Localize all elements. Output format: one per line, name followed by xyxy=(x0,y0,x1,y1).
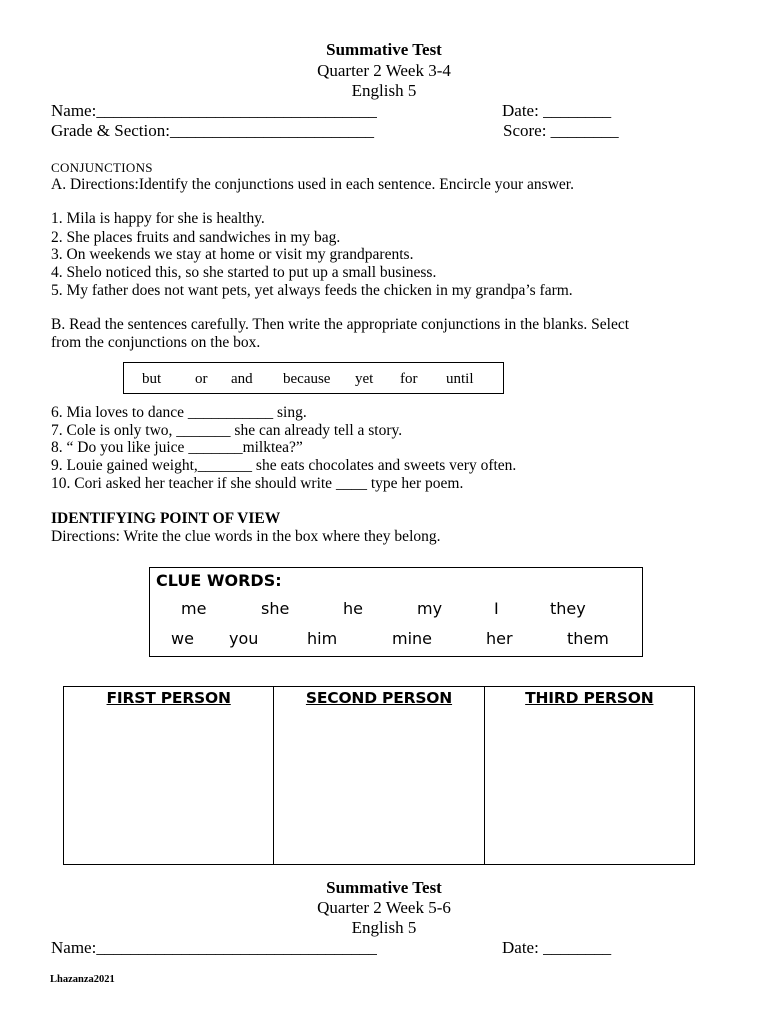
conjunctions-heading: CONJUNCTIONS xyxy=(51,160,153,175)
clue-word: me xyxy=(181,599,207,618)
clue-word: him xyxy=(307,629,338,648)
date-line: Date: ________ xyxy=(502,938,612,957)
name-line: Name:_________________________________ xyxy=(51,938,377,957)
third-person-header: THIRD PERSON xyxy=(525,689,654,707)
clue-words-title: CLUE WORDS: xyxy=(156,571,282,590)
clue-words-box xyxy=(149,567,643,657)
test-title: Summative Test xyxy=(326,40,442,59)
conjunction-word: because xyxy=(283,371,331,387)
clue-word: her xyxy=(486,629,513,648)
test-title: Summative Test xyxy=(326,878,442,897)
conjunction-word: for xyxy=(400,371,418,387)
list-item: 1. Mila is happy for she is healthy. xyxy=(51,210,265,227)
directions-b-line2: from the conjunctions on the box. xyxy=(51,334,261,351)
third-person-column[interactable] xyxy=(484,687,694,864)
clue-word: my xyxy=(417,599,443,618)
conjunction-word: until xyxy=(446,371,474,387)
directions-b-line1: B. Read the sentences carefully. Then write the appropriate conjunctions in the blanks. Select xyxy=(51,316,630,333)
second-person-header: SECOND PERSON xyxy=(305,689,453,707)
test-quarter: Quarter 2 Week 3-4 xyxy=(317,61,451,80)
test-subject: English 5 xyxy=(351,81,417,100)
clue-word: he xyxy=(343,599,363,618)
conjunction-word: or xyxy=(195,371,208,387)
pov-heading: IDENTIFYING POINT OF VIEW xyxy=(51,510,281,527)
score-line: Score: ________ xyxy=(503,121,619,140)
conjunction-word: yet xyxy=(355,371,374,387)
pov-directions: Directions: Write the clue words in the box where they belong. xyxy=(51,528,441,545)
clue-word: them xyxy=(567,629,609,648)
clue-word: she xyxy=(261,599,290,618)
conjunction-word-box xyxy=(123,362,504,394)
list-item: 4. Shelo noticed this, so she started to put up a small business. xyxy=(51,264,437,281)
grade-section-line: Grade & Section:________________________ xyxy=(51,121,374,140)
list-item: 9. Louie gained weight,_______ she eats chocolates and sweets very often. xyxy=(51,457,517,474)
footer-credit: Lhazanza2021 xyxy=(50,974,115,985)
clue-word: we xyxy=(171,629,194,648)
date-line: Date: ________ xyxy=(502,101,612,120)
point-of-view-table xyxy=(63,686,695,865)
clue-word: you xyxy=(229,629,259,648)
list-item: 6. Mia loves to dance ___________ sing. xyxy=(51,404,307,421)
second-person-column[interactable] xyxy=(273,687,483,864)
clue-word: mine xyxy=(392,629,433,648)
clue-word: I xyxy=(494,599,499,618)
first-person-column[interactable] xyxy=(64,687,273,864)
directions-a: A. Directions:Identify the conjunctions used in each sentence. Encircle your answer. xyxy=(51,176,574,193)
test-subject: English 5 xyxy=(351,918,417,937)
test-quarter: Quarter 2 Week 5-6 xyxy=(317,898,451,917)
first-person-header: FIRST PERSON xyxy=(106,689,231,707)
list-item: 7. Cole is only two, _______ she can already tell a story. xyxy=(51,422,403,439)
list-item: 5. My father does not want pets, yet always feeds the chicken in my grandpa’s farm. xyxy=(51,282,573,299)
list-item: 8. “ Do you like juice _______milktea?” xyxy=(51,439,303,456)
list-item: 3. On weekends we stay at home or visit my grandparents. xyxy=(51,246,414,263)
name-line: Name:_________________________________ xyxy=(51,101,377,120)
conjunction-word: but xyxy=(142,371,162,387)
clue-word: they xyxy=(550,599,586,618)
conjunction-word: and xyxy=(231,371,253,387)
list-item: 10. Cori asked her teacher if she should write ____ type her poem. xyxy=(51,475,464,492)
list-item: 2. She places fruits and sandwiches in my bag. xyxy=(51,229,341,246)
